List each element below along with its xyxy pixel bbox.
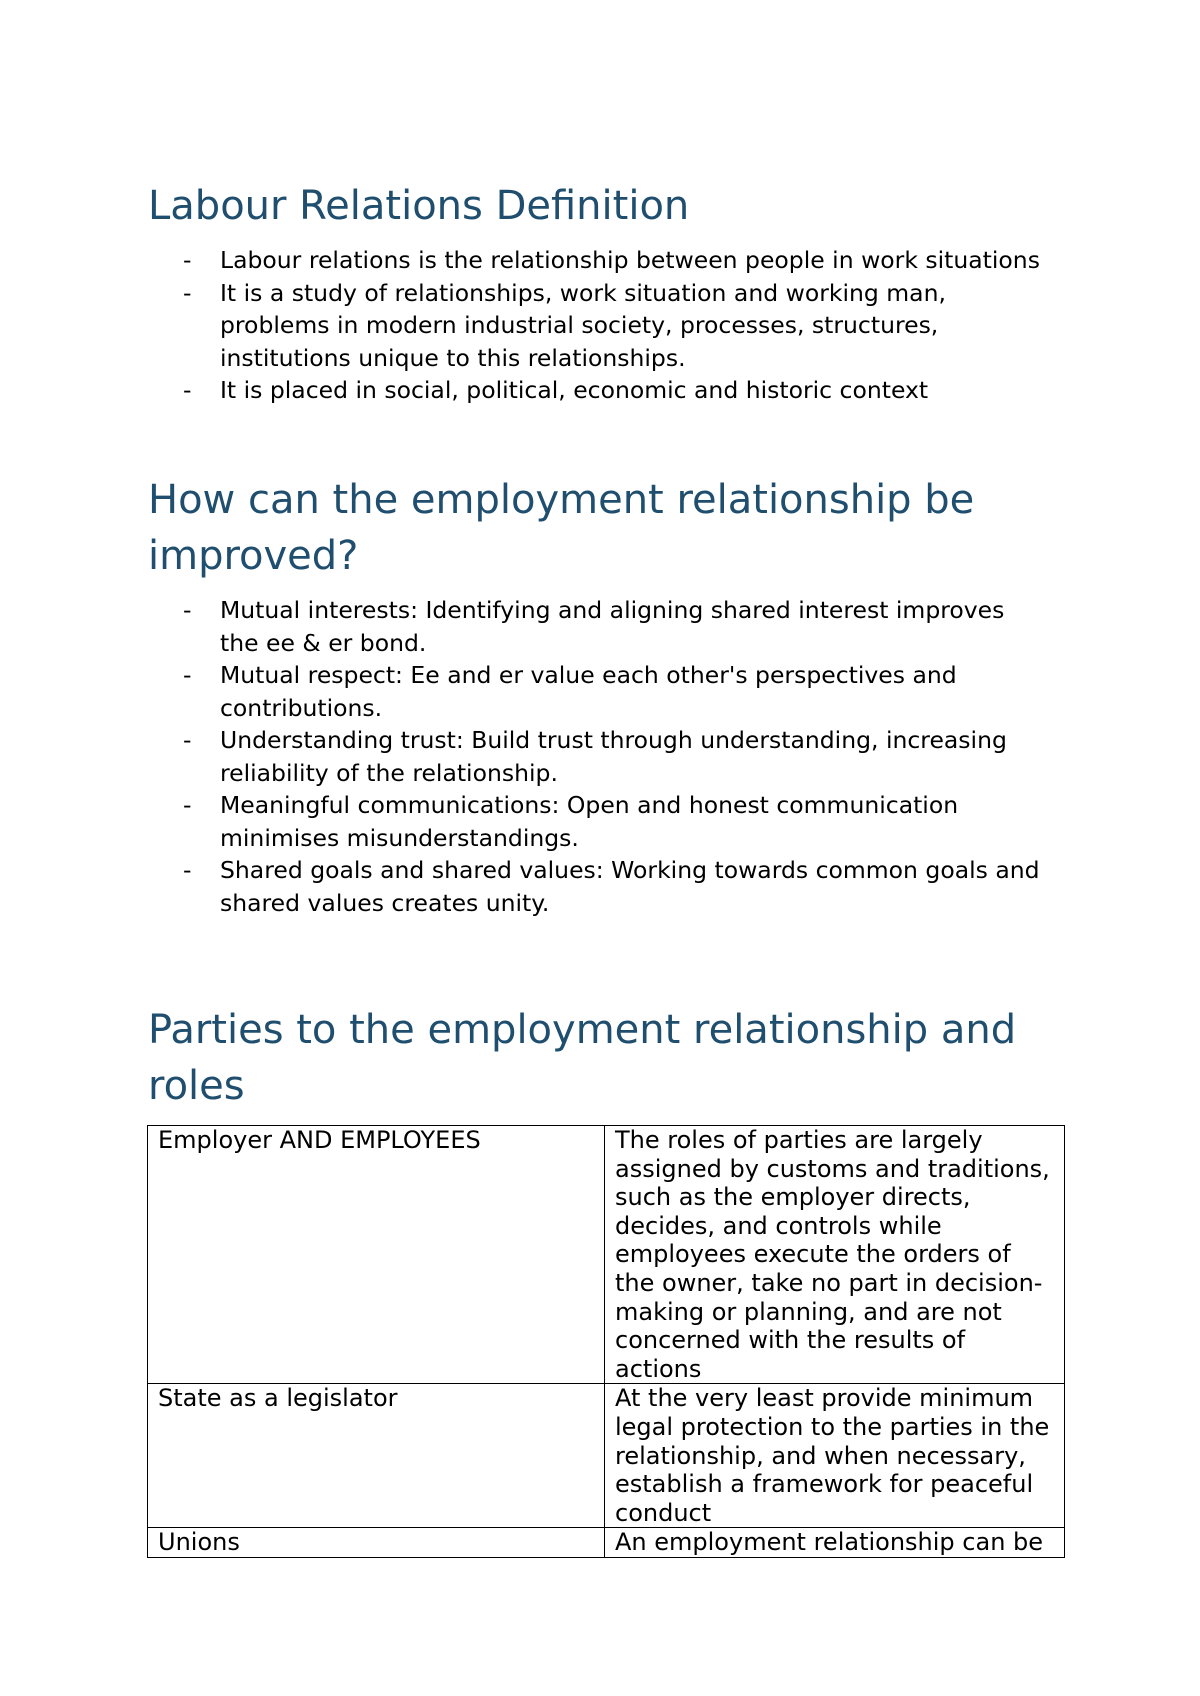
bullet-dash: -	[183, 278, 192, 307]
bullet-text: Mutual respect: Ee and er value each other's perspectives and contributions.	[220, 661, 957, 722]
bullet-dash: -	[183, 596, 192, 624]
list-item	[148, 277, 1048, 375]
definition-bullet-list	[148, 244, 1048, 407]
bullet-text: Shared goals and shared values: Working towards common goals and shared values creates unity.	[220, 856, 1040, 917]
list-item	[148, 244, 1048, 277]
list-item	[148, 789, 1048, 854]
bullet-text: Mutual interests: Identifying and aligning shared interest improves the ee & er bond.	[220, 596, 1005, 657]
bullet-dash: -	[183, 376, 192, 404]
bullet-text: Understanding trust: Build trust through understanding, increasing reliability of the relationship.	[220, 726, 1007, 787]
bullet-dash: -	[183, 661, 192, 689]
bullet-text: It is placed in social, political, economic and historic context	[220, 376, 929, 404]
table-row	[148, 1528, 1065, 1558]
bullet-text: Labour relations is the relationship between people in work situations	[220, 246, 1040, 274]
role-cell: At the very least provide minimum legal protection to the parties in the relationship, and when necessary, establish a framework for peaceful conduct	[605, 1384, 1065, 1528]
parties-roles-table	[147, 1125, 1065, 1558]
improvement-bullet-list	[148, 594, 1048, 919]
party-cell: Unions	[148, 1528, 605, 1558]
bullet-dash: -	[183, 246, 192, 274]
role-cell: An employment relationship can be	[605, 1528, 1065, 1558]
list-item	[148, 374, 1048, 407]
list-item	[148, 594, 1048, 659]
heading-labour-relations-definition: Labour Relations Definition	[148, 183, 690, 229]
table-row	[148, 1384, 1065, 1528]
bullet-text: Meaningful communications: Open and honest communication minimises misunderstandings.	[220, 791, 959, 852]
party-cell: Employer AND EMPLOYEES	[148, 1126, 605, 1384]
list-item	[148, 659, 1048, 724]
list-item	[148, 854, 1048, 919]
bullet-dash: -	[183, 791, 192, 819]
bullet-dash: -	[183, 856, 192, 884]
table-row	[148, 1126, 1065, 1384]
bullet-text: It is a study of relationships, work situation and working man, problems in modern industrial society, processes, structures, institutions unique to this relationships.	[220, 278, 946, 372]
role-cell: The roles of parties are largely assigned by customs and traditions, such as the employer directs, decides, and controls while employees execute the orders of the owner, take no part in decision-making or planning, and are not concerned with the results of actions	[605, 1126, 1065, 1384]
heading-employment-relationship-improved: How can the employment relationship be improved?	[148, 477, 975, 579]
list-item	[148, 724, 1048, 789]
bullet-dash: -	[183, 726, 192, 754]
party-cell: State as a legislator	[148, 1384, 605, 1528]
heading-parties-and-roles: Parties to the employment relationship and roles	[148, 1007, 1017, 1109]
